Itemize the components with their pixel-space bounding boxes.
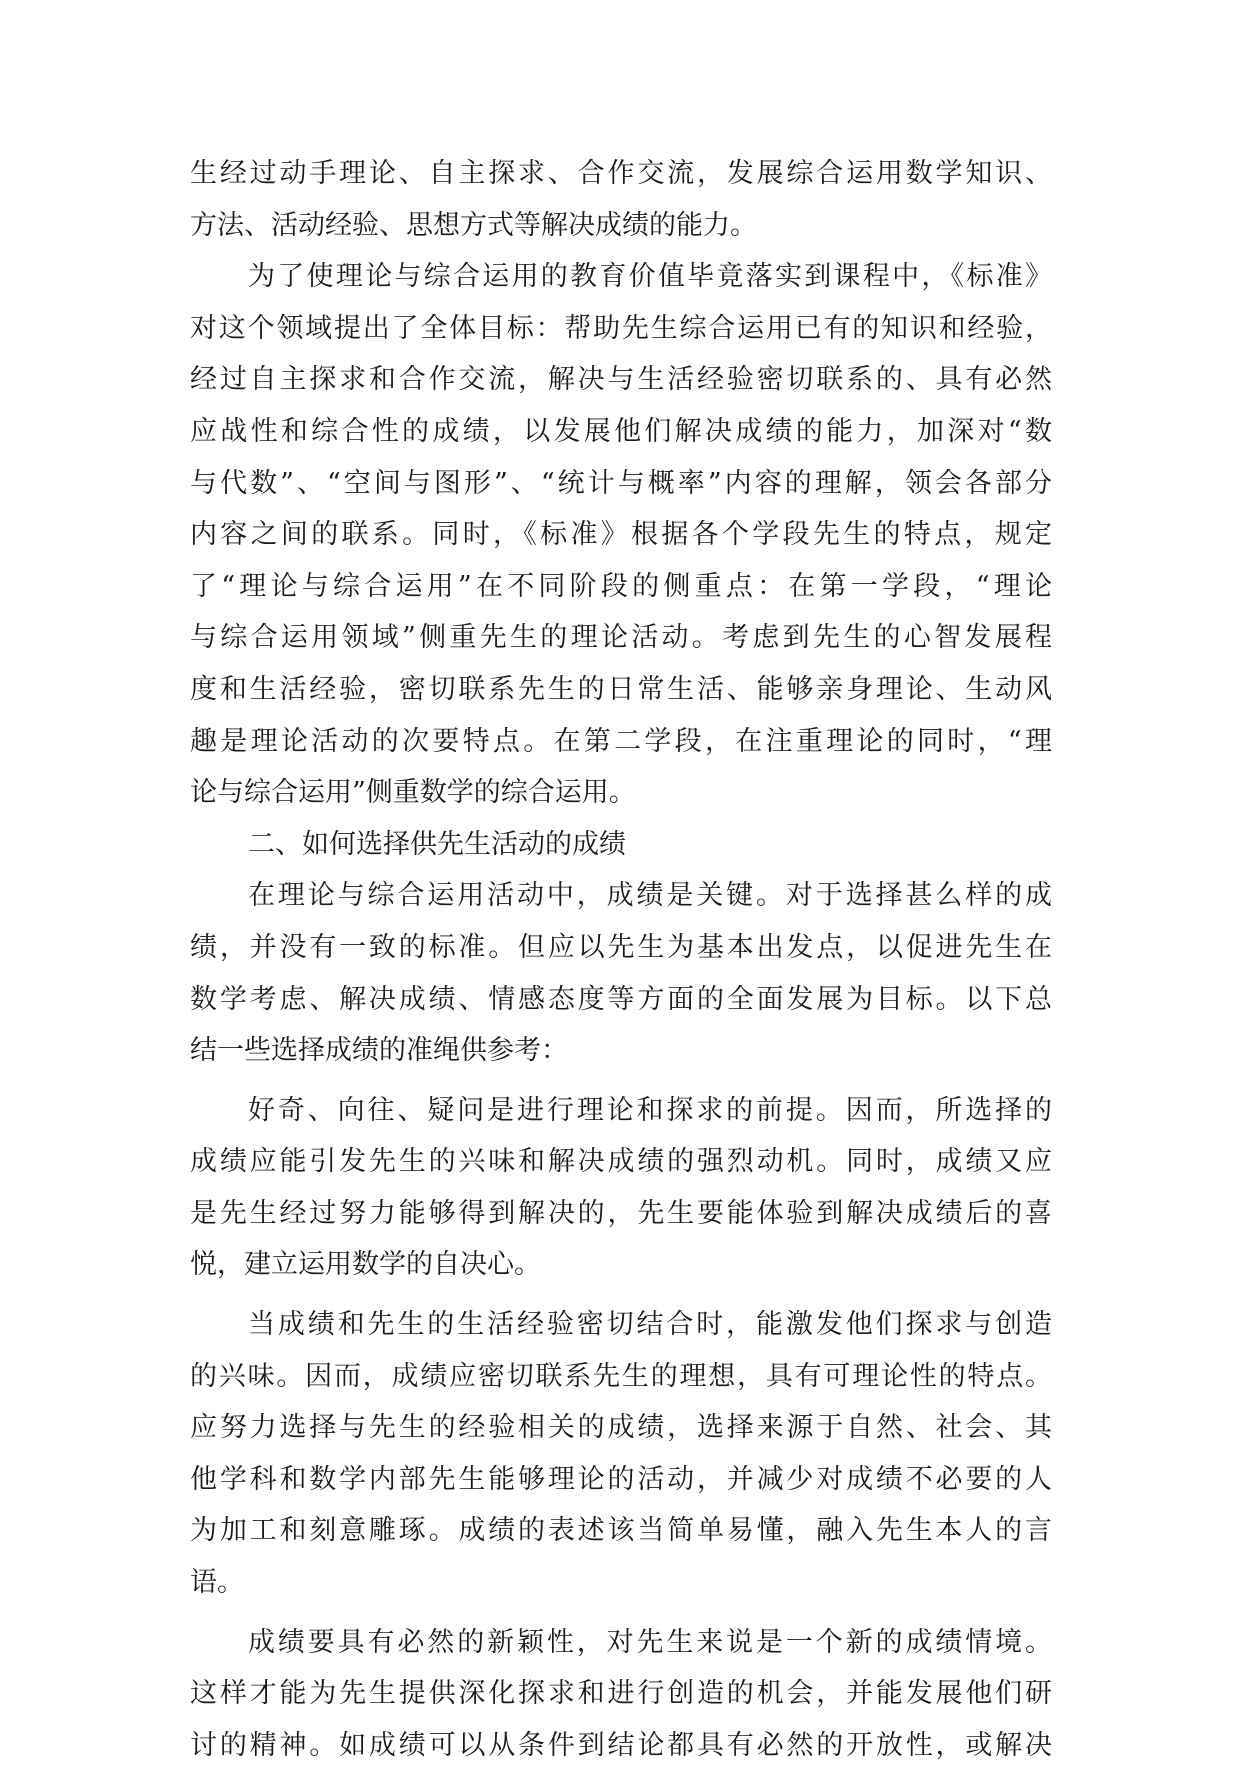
text-line: 在理论与综合运用活动中，成绩是关键。对于选择甚么样的成 — [248, 880, 1052, 912]
text-line: 是先生经过努力能够得到解决的，先生要能体验到解决成绩后的喜 — [190, 1197, 1052, 1229]
text-line: 了“理论与综合运用”在不同阶段的侧重点：在第一学段，“理论 — [190, 570, 1052, 602]
text-line: 他学科和数学内部先生能够理论的活动，并减少对成绩不必要的人 — [190, 1463, 1052, 1495]
text-line: 对这个领域提出了全体目标：帮助先生综合运用已有的知识和经验， — [190, 312, 1052, 344]
text-line: 成绩要具有必然的新颖性，对先生来说是一个新的成绩情境。 — [248, 1626, 1052, 1658]
text-line: 为加工和刻意雕琢。成绩的表述该当简单易懂，融入先生本人的言 — [190, 1515, 1052, 1547]
text-line: 这样才能为先生提供深化探求和进行创造的机会，并能发展他们研 — [190, 1678, 1052, 1710]
text-line: 应战性和综合性的成绩，以发展他们解决成绩的能力，加深对“数 — [190, 415, 1052, 447]
text-line: 与综合运用领域”侧重先生的理论活动。考虑到先生的心智发展程 — [190, 622, 1052, 654]
paragraph-p6 — [190, 1617, 1052, 1771]
text-line: 的兴味。因而，成绩应密切联系先生的理想，具有可理论性的特点。 — [190, 1360, 1052, 1392]
document-body — [190, 148, 1052, 1771]
text-line: 内容之间的联系。同时，《标准》根据各个学段先生的特点，规定 — [190, 519, 1052, 551]
text-line: 悦，建立运用数学的自决心。 — [190, 1249, 541, 1281]
heading-text: 二、如何选择供先生活动的成绩 — [248, 828, 626, 860]
text-line: 当成绩和先生的生活经验密切结合时，能激发他们探求与创造 — [248, 1309, 1052, 1341]
text-line: 绩，并没有一致的标准。但应以先生为基本出发点，以促进先生在 — [190, 931, 1052, 963]
section-heading — [190, 819, 1052, 871]
text-line: 好奇、向往、疑问是进行理论和探求的前提。因而，所选择的 — [248, 1094, 1052, 1126]
text-line: 讨的精神。如成绩可以从条件到结论都具有必然的开放性，或解决 — [190, 1729, 1052, 1761]
text-line: 方法、活动经验、思想方式等解决成绩的能力。 — [190, 209, 757, 241]
paragraph-p4 — [190, 1085, 1052, 1291]
text-line: 经过自主探求和合作交流，解决与生活经验密切联系的、具有必然 — [190, 364, 1052, 396]
text-line: 度和生活经验，密切联系先生的日常生活、能够亲身理论、生动风 — [190, 673, 1052, 705]
paragraph-p5 — [190, 1299, 1052, 1609]
text-line: 论与综合运用”侧重数学的综合运用。 — [190, 777, 636, 809]
paragraph-p1 — [190, 148, 1052, 251]
text-line: 语。 — [190, 1567, 244, 1599]
text-line: 结一些选择成绩的准绳供参考： — [190, 1035, 568, 1067]
text-line: 与代数”、“空间与图形”、“统计与概率”内容的理解，领会各部分 — [190, 467, 1052, 499]
text-line: 成绩应能引发先生的兴味和解决成绩的强烈动机。同时，成绩又应 — [190, 1146, 1052, 1178]
paragraph-p2 — [190, 251, 1052, 819]
text-line: 为了使理论与综合运用的教育价值毕竟落实到课程中，《标准》 — [248, 261, 1052, 293]
text-line: 应努力选择与先生的经验相关的成绩，选择来源于自然、社会、其 — [190, 1412, 1052, 1444]
text-line: 生经过动手理论、自主探求、合作交流，发展综合运用数学知识、 — [190, 158, 1052, 189]
text-line: 数学考虑、解决成绩、情感态度等方面的全面发展为目标。以下总 — [190, 983, 1052, 1015]
text-line: 趣是理论活动的次要特点。在第二学段，在注重理论的同时，“理 — [190, 725, 1052, 757]
paragraph-p3 — [190, 870, 1052, 1076]
